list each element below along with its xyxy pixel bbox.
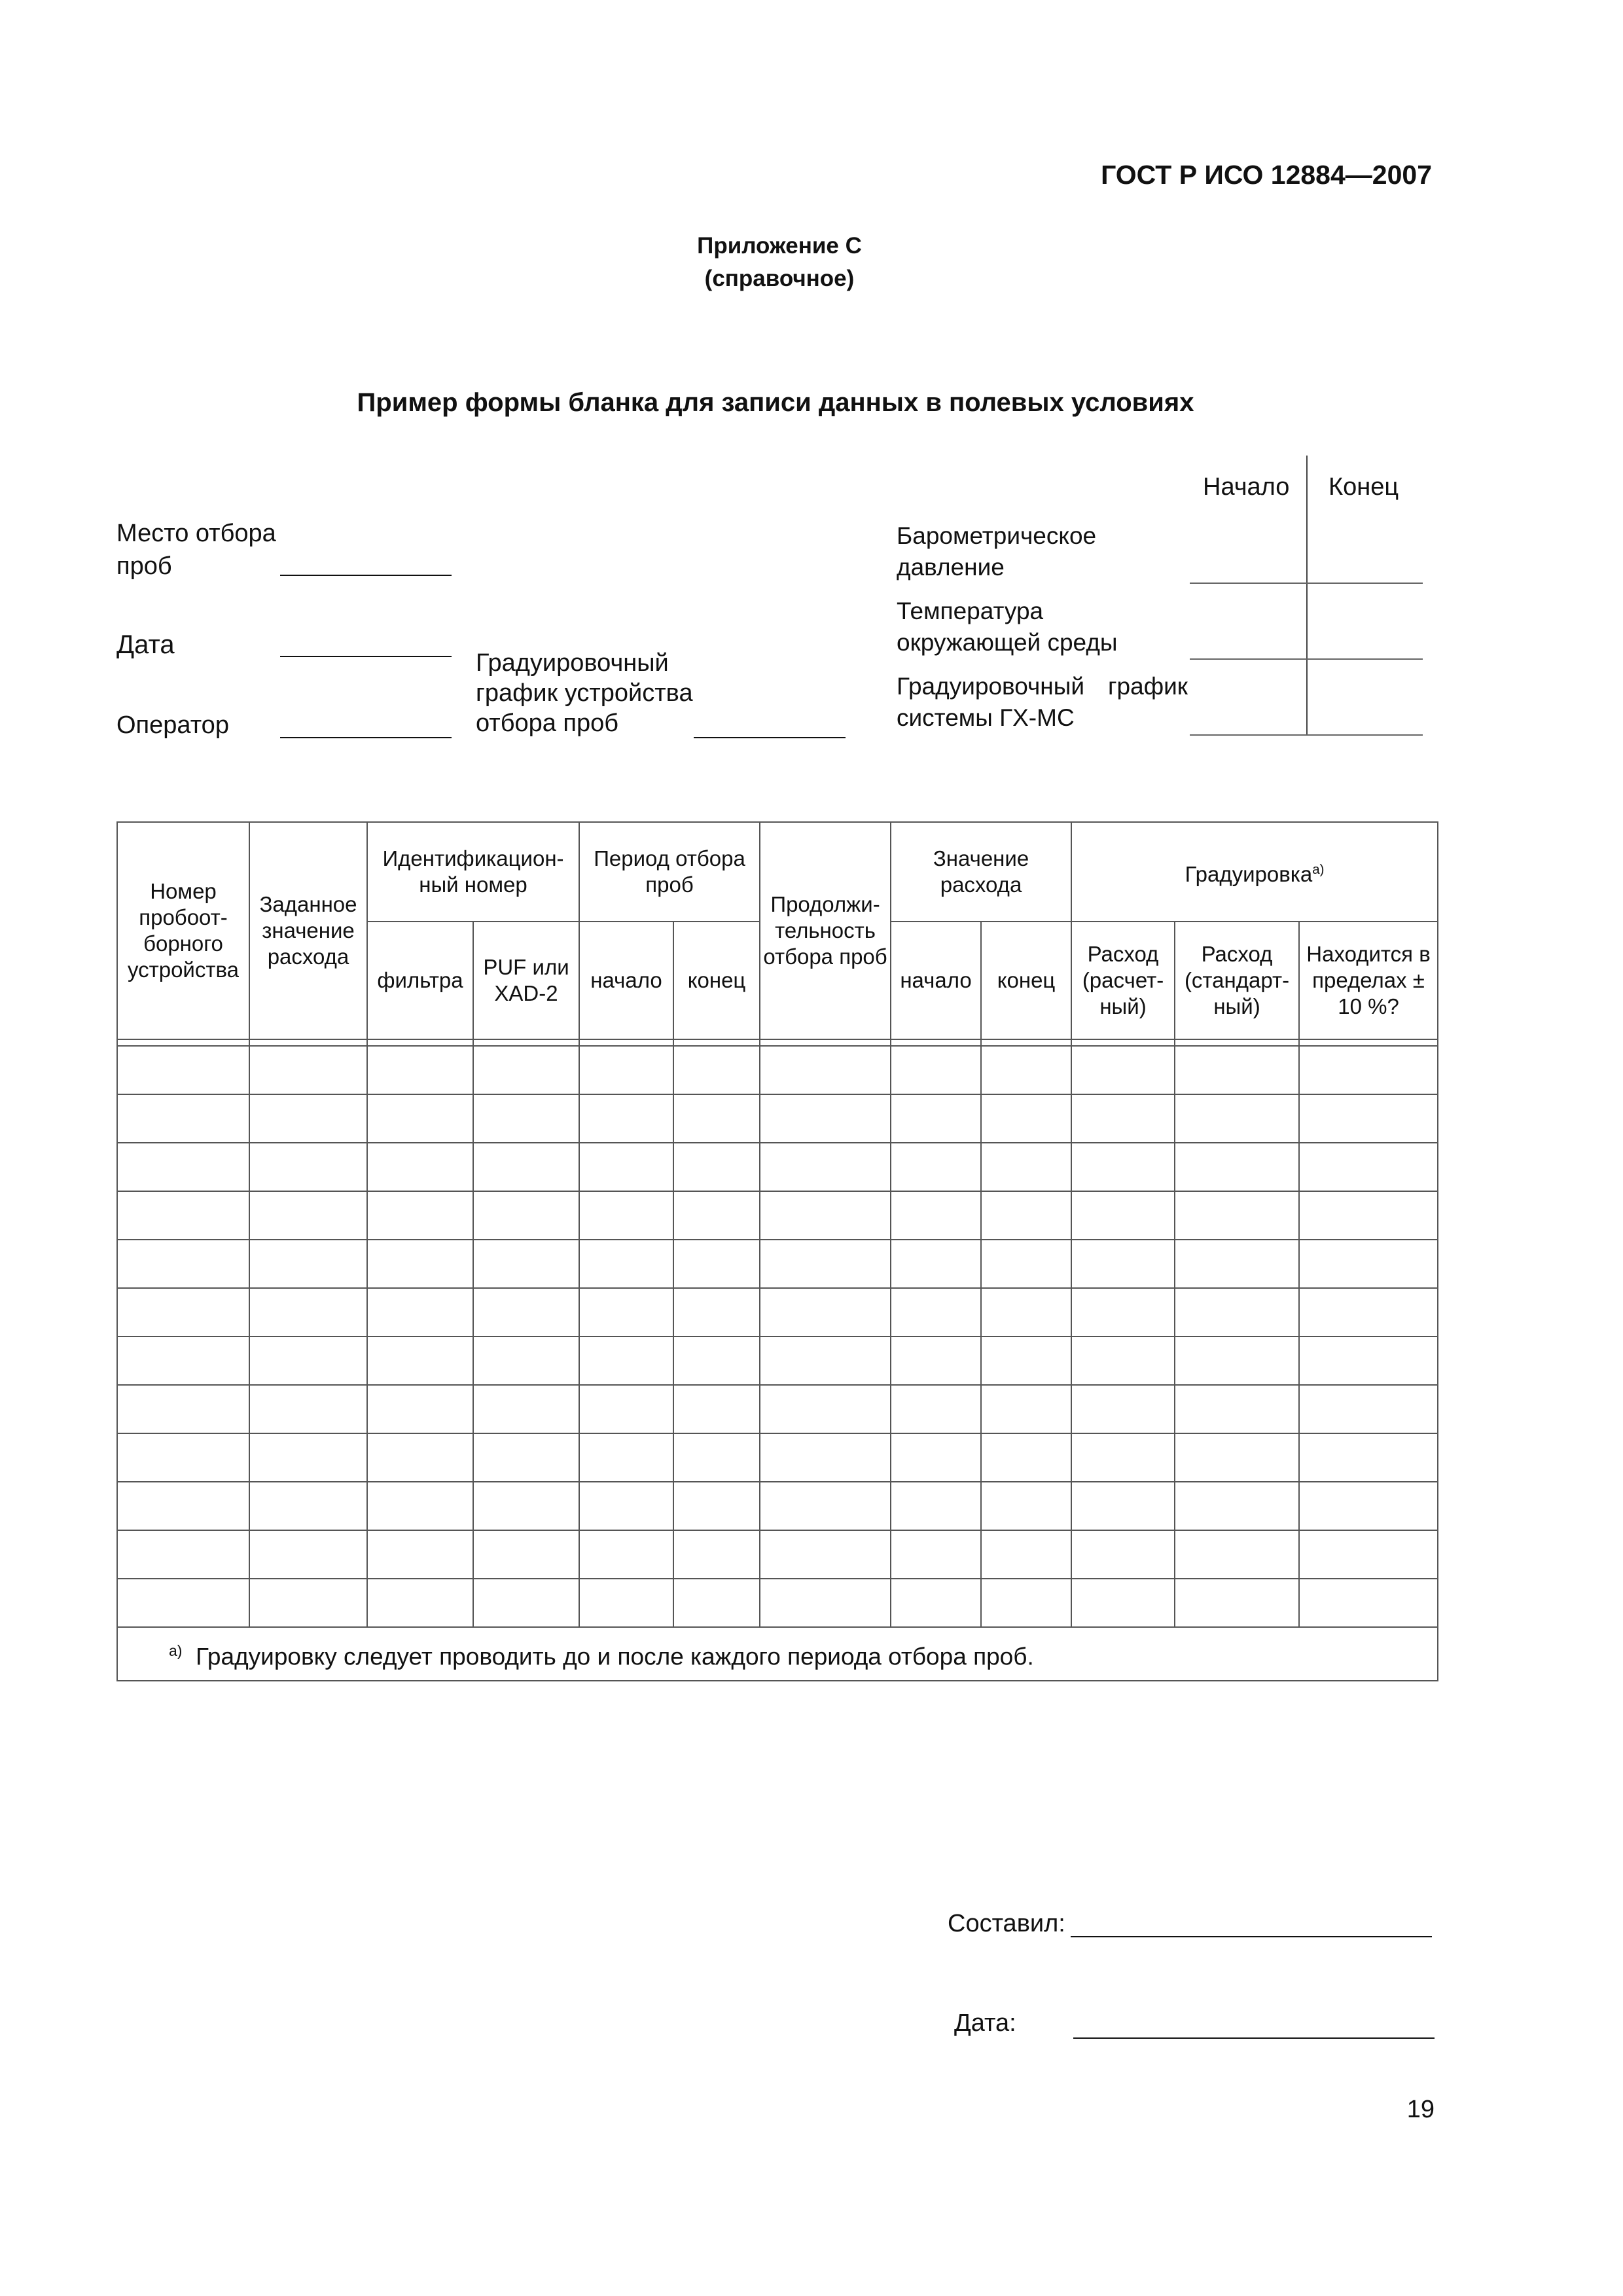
table-cell[interactable]: [579, 1336, 673, 1385]
table-cell[interactable]: [367, 1579, 473, 1627]
table-cell[interactable]: [117, 1336, 249, 1385]
table-cell[interactable]: [1175, 1482, 1299, 1530]
table-cell[interactable]: [1071, 1240, 1175, 1288]
table-cell[interactable]: [760, 1482, 891, 1530]
table-cell[interactable]: [981, 1482, 1071, 1530]
table-cell[interactable]: [367, 1385, 473, 1433]
table-cell[interactable]: [891, 1579, 981, 1627]
table-cell[interactable]: [981, 1579, 1071, 1627]
table-cell[interactable]: [891, 1482, 981, 1530]
table-cell[interactable]: [579, 1530, 673, 1579]
table-cell[interactable]: [760, 1288, 891, 1336]
table-cell[interactable]: [1175, 1385, 1299, 1433]
compiled-by-label: Составил:: [948, 1910, 1065, 1937]
table-cell[interactable]: [760, 1336, 891, 1385]
table-cell[interactable]: [249, 1046, 367, 1094]
table-cell[interactable]: [981, 1433, 1071, 1482]
table-cell[interactable]: [579, 1191, 673, 1240]
table-row: [117, 1288, 1438, 1336]
compiled-by-field[interactable]: [1071, 1936, 1432, 1937]
table-cell[interactable]: [249, 1191, 367, 1240]
table-cell[interactable]: [117, 1046, 249, 1094]
table-cell[interactable]: [891, 1336, 981, 1385]
table-cell[interactable]: [1299, 1482, 1438, 1530]
header-flow-value: Значение расхода: [891, 822, 1071, 922]
table-cell[interactable]: [891, 1385, 981, 1433]
table-cell[interactable]: [117, 1530, 249, 1579]
table-cell[interactable]: [673, 1336, 760, 1385]
table-cell[interactable]: [981, 1094, 1071, 1143]
table-cell[interactable]: [981, 1336, 1071, 1385]
table-cell[interactable]: [760, 1433, 891, 1482]
table-cell[interactable]: [673, 1143, 760, 1191]
annex-title: Приложение С: [697, 233, 862, 259]
table-row: [117, 1385, 1438, 1433]
table-cell[interactable]: [1071, 1433, 1175, 1482]
table-cell[interactable]: [760, 1094, 891, 1143]
table-cell[interactable]: [760, 1530, 891, 1579]
table-cell[interactable]: [1299, 1336, 1438, 1385]
header-flow-standard: Расход (стандарт-ный): [1175, 922, 1299, 1039]
table-cell[interactable]: [1299, 1094, 1438, 1143]
table-cell[interactable]: [367, 1143, 473, 1191]
table-cell[interactable]: [367, 1191, 473, 1240]
table-cell[interactable]: [473, 1385, 579, 1433]
table-row: [117, 1579, 1438, 1627]
table-cell[interactable]: [367, 1433, 473, 1482]
table-cell[interactable]: [1299, 1530, 1438, 1579]
table-cell[interactable]: [367, 1336, 473, 1385]
table-cell[interactable]: [117, 1385, 249, 1433]
table-cell[interactable]: [579, 1433, 673, 1482]
header-set-flow: Заданное значение расхода: [249, 822, 367, 1039]
table-cell[interactable]: [981, 1143, 1071, 1191]
table-cell[interactable]: [367, 1288, 473, 1336]
table-row: [117, 1482, 1438, 1530]
table-cell[interactable]: [1175, 1094, 1299, 1143]
table-cell[interactable]: [117, 1288, 249, 1336]
table-cell[interactable]: [117, 1094, 249, 1143]
table-cell[interactable]: [579, 1046, 673, 1094]
table-cell[interactable]: [1175, 1579, 1299, 1627]
table-cell[interactable]: [673, 1530, 760, 1579]
table-row: [117, 1433, 1438, 1482]
header-duration: Продолжи-тельность отбора проб: [760, 822, 891, 1039]
table-cell[interactable]: [760, 1240, 891, 1288]
table-cell[interactable]: [673, 1288, 760, 1336]
calib-device-label: Градуировочный график устройства отбора проб: [476, 649, 693, 737]
table-cell[interactable]: [760, 1579, 891, 1627]
right-row-pressure: Барометрическое давление: [897, 522, 1097, 581]
table-cell[interactable]: [249, 1433, 367, 1482]
table-cell[interactable]: [891, 1433, 981, 1482]
table-cell[interactable]: [1299, 1385, 1438, 1433]
table-cell[interactable]: [1175, 1143, 1299, 1191]
signature-date-label: Дата:: [954, 2009, 1016, 2037]
table-cell[interactable]: [1299, 1143, 1438, 1191]
table-cell[interactable]: [1071, 1579, 1175, 1627]
table-cell[interactable]: [367, 1094, 473, 1143]
table-cell[interactable]: [1175, 1191, 1299, 1240]
table-cell[interactable]: [249, 1385, 367, 1433]
right-table-divider: [1306, 456, 1308, 736]
header-sampler-number: Номер пробоот-борного устройства: [117, 822, 249, 1039]
header-flow-end: конец: [981, 922, 1071, 1039]
table-cell[interactable]: [367, 1046, 473, 1094]
table-cell[interactable]: [1299, 1240, 1438, 1288]
col-start-header: Начало: [1203, 473, 1290, 501]
table-cell[interactable]: [1175, 1046, 1299, 1094]
table-cell[interactable]: [673, 1240, 760, 1288]
table-cell[interactable]: [1071, 1046, 1175, 1094]
date-label: Дата: [116, 630, 175, 659]
header-id-number: Идентификацион-ный номер: [367, 822, 579, 922]
table-cell[interactable]: [760, 1143, 891, 1191]
table-cell[interactable]: [579, 1288, 673, 1336]
table-cell[interactable]: [117, 1482, 249, 1530]
table-cell[interactable]: [249, 1482, 367, 1530]
table-cell[interactable]: [891, 1288, 981, 1336]
table-cell[interactable]: [473, 1240, 579, 1288]
table-cell[interactable]: [1299, 1433, 1438, 1482]
header-within-limits: Находится в пределах ± 10 %?: [1299, 922, 1438, 1039]
table-cell[interactable]: [473, 1046, 579, 1094]
table-cell[interactable]: [473, 1530, 579, 1579]
place-field[interactable]: [280, 575, 452, 576]
table-cell[interactable]: [891, 1530, 981, 1579]
header-flow-calculated: Расход (расчет-ный): [1071, 922, 1175, 1039]
header-flow-start: начало: [891, 922, 981, 1039]
table-cell[interactable]: [1299, 1046, 1438, 1094]
table-cell[interactable]: [117, 1579, 249, 1627]
table-cell[interactable]: [1071, 1094, 1175, 1143]
table-cell[interactable]: [1071, 1191, 1175, 1240]
table-cell[interactable]: [473, 1579, 579, 1627]
table-row: [117, 1530, 1438, 1579]
table-cell[interactable]: [673, 1385, 760, 1433]
table-cell[interactable]: [367, 1482, 473, 1530]
table-cell[interactable]: [249, 1094, 367, 1143]
standard-code: ГОСТ Р ИСО 12884—2007: [1101, 160, 1432, 190]
table-cell[interactable]: [249, 1336, 367, 1385]
table-row: [117, 1143, 1438, 1191]
signature-date-field[interactable]: [1073, 2037, 1435, 2039]
table-cell[interactable]: [981, 1385, 1071, 1433]
table-cell[interactable]: [473, 1094, 579, 1143]
table-cell[interactable]: [367, 1240, 473, 1288]
header-calibration: Градуировка$^{а)}$: [1071, 822, 1438, 922]
header-period-start: начало: [579, 922, 673, 1039]
right-table-rule: [1190, 583, 1423, 584]
table-cell[interactable]: [673, 1191, 760, 1240]
place-label: Место отбора проб: [116, 520, 276, 580]
table-cell[interactable]: [760, 1046, 891, 1094]
table-cell[interactable]: [473, 1143, 579, 1191]
right-row-gcms: Градуировочный график системы ГХ-МС: [897, 673, 1188, 731]
table-cell[interactable]: [249, 1288, 367, 1336]
table-cell[interactable]: [981, 1240, 1071, 1288]
table-cell[interactable]: [249, 1579, 367, 1627]
table-cell[interactable]: [579, 1482, 673, 1530]
annex-status: (справочное): [704, 266, 855, 291]
table-cell[interactable]: [891, 1240, 981, 1288]
table-cell[interactable]: [673, 1433, 760, 1482]
table-cell[interactable]: [1175, 1530, 1299, 1579]
table-cell[interactable]: [1071, 1530, 1175, 1579]
date-field[interactable]: [280, 656, 452, 657]
table-cell[interactable]: [673, 1094, 760, 1143]
table-cell[interactable]: [673, 1046, 760, 1094]
col-end-header: Конец: [1329, 473, 1399, 501]
table-cell[interactable]: [473, 1191, 579, 1240]
table-cell[interactable]: [981, 1191, 1071, 1240]
table-cell[interactable]: [473, 1336, 579, 1385]
table-cell[interactable]: [1299, 1288, 1438, 1336]
table-row: [117, 1046, 1438, 1094]
table-row: [117, 1240, 1438, 1288]
table-cell[interactable]: [579, 1385, 673, 1433]
table-cell[interactable]: [473, 1433, 579, 1482]
table-cell[interactable]: [579, 1240, 673, 1288]
right-row-temperature: Температура окружающей среды: [897, 598, 1118, 656]
table-cell[interactable]: [117, 1191, 249, 1240]
table-cell[interactable]: [1175, 1288, 1299, 1336]
table-cell[interactable]: [1175, 1240, 1299, 1288]
table-cell[interactable]: [981, 1530, 1071, 1579]
form-title: Пример формы бланка для записи данных в полевых условиях: [357, 388, 1194, 417]
header-sampling-period: Период отбора проб: [579, 822, 760, 922]
table-cell[interactable]: [1175, 1336, 1299, 1385]
table-cell[interactable]: [1071, 1482, 1175, 1530]
table-cell[interactable]: [891, 1143, 981, 1191]
table-cell[interactable]: [579, 1094, 673, 1143]
header-puf-xad: PUF или XAD-2: [473, 922, 579, 1039]
table-cell[interactable]: [891, 1046, 981, 1094]
header-period-end: конец: [673, 922, 760, 1039]
table-cell[interactable]: [249, 1240, 367, 1288]
table-row: [117, 1336, 1438, 1385]
right-table-rule: [1190, 734, 1423, 736]
page-number: 19: [1406, 2096, 1435, 2123]
table-cell[interactable]: [579, 1143, 673, 1191]
table-cell[interactable]: [891, 1191, 981, 1240]
table-cell[interactable]: [891, 1094, 981, 1143]
table-cell[interactable]: [579, 1579, 673, 1627]
table-cell[interactable]: [473, 1288, 579, 1336]
table-cell[interactable]: [1299, 1579, 1438, 1627]
table-cell[interactable]: [673, 1482, 760, 1530]
table-cell[interactable]: [367, 1530, 473, 1579]
table-cell[interactable]: [1071, 1143, 1175, 1191]
table-cell[interactable]: [1071, 1288, 1175, 1336]
table-cell[interactable]: [117, 1143, 249, 1191]
table-footnote: $^{а)}$ Градуировку следует проводить до и после каждого периода отбора проб.: [117, 1627, 1438, 1681]
operator-label: Оператор: [116, 711, 229, 739]
table-cell[interactable]: [760, 1385, 891, 1433]
table-cell[interactable]: [1175, 1433, 1299, 1482]
operator-field[interactable]: [280, 737, 452, 738]
table-cell[interactable]: [673, 1579, 760, 1627]
right-table-rule: [1190, 658, 1423, 660]
field-data-table: [116, 821, 1438, 1681]
table-cell[interactable]: [473, 1482, 579, 1530]
table-row: [117, 1191, 1438, 1240]
table-cell[interactable]: [249, 1530, 367, 1579]
table-cell[interactable]: [117, 1240, 249, 1288]
table-row: [117, 1094, 1438, 1143]
table-cell[interactable]: [1299, 1191, 1438, 1240]
table-cell[interactable]: [117, 1433, 249, 1482]
table-cell[interactable]: [981, 1288, 1071, 1336]
header-filter: фильтра: [367, 922, 473, 1039]
table-cell[interactable]: [249, 1143, 367, 1191]
table-cell[interactable]: [1071, 1385, 1175, 1433]
table-cell[interactable]: [1071, 1336, 1175, 1385]
calib-device-field[interactable]: [694, 737, 846, 738]
table-cell[interactable]: [981, 1046, 1071, 1094]
table-cell[interactable]: [760, 1191, 891, 1240]
